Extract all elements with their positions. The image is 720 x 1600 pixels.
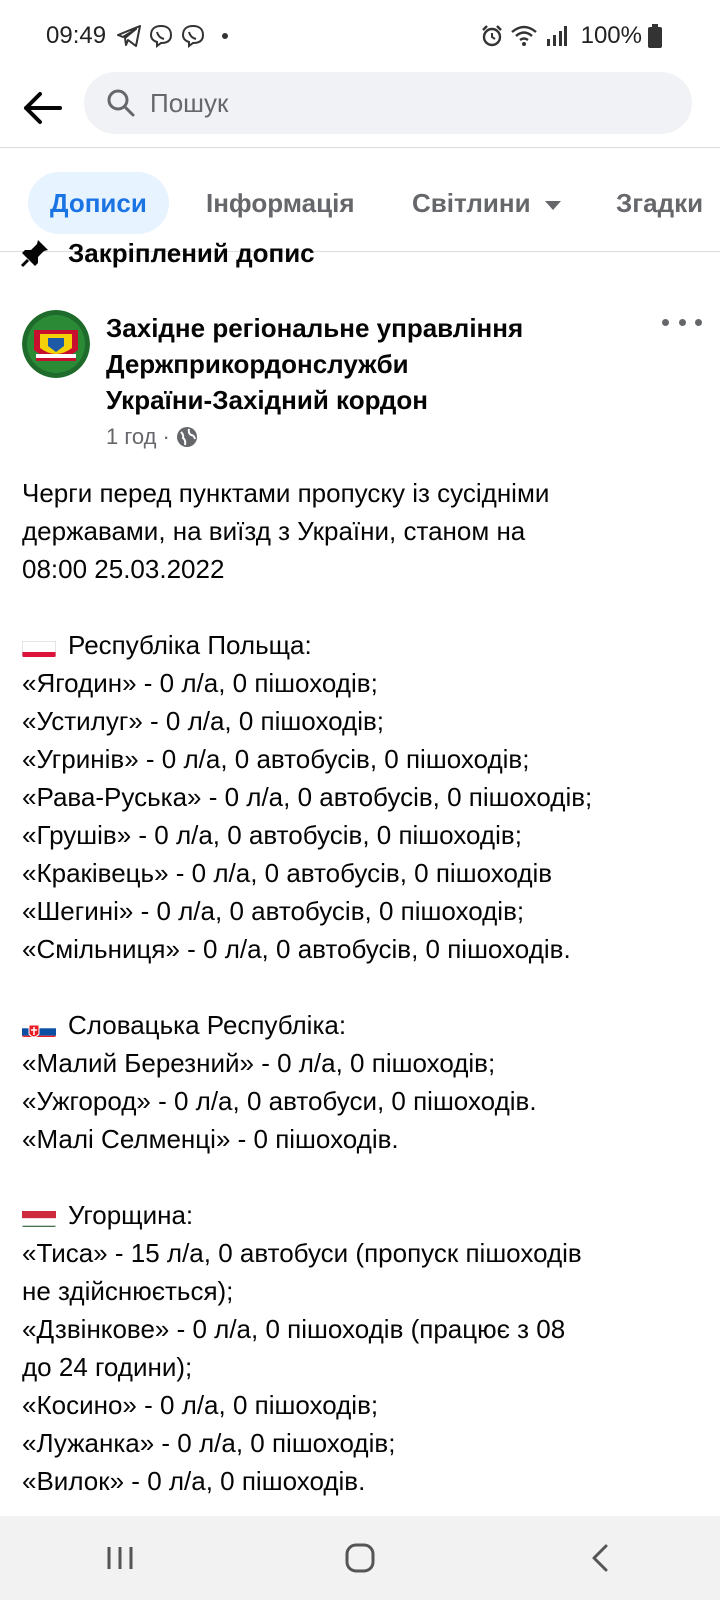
author-line: Держприкордонслужби <box>106 349 409 379</box>
crossing-line: «Тиса» - 15 л/а, 0 автобуси (пропуск пішоходів <box>22 1238 582 1268</box>
crossing-line: «Краківець» - 0 л/а, 0 автобусів, 0 пішоходів <box>22 858 553 888</box>
home-button[interactable] <box>330 1528 390 1588</box>
tab-mentions[interactable] <box>616 172 703 234</box>
crossing-line: «Ягодин» - 0 л/а, 0 пішоходів; <box>22 668 378 698</box>
tab-info[interactable] <box>206 172 354 234</box>
crossing-line: «Шегині» - 0 л/а, 0 автобусів, 0 пішоходів; <box>22 896 525 926</box>
alarm-icon <box>479 23 505 49</box>
crossing-line: «Лужанка» - 0 л/а, 0 пішоходів; <box>22 1428 396 1458</box>
tab-photos[interactable] <box>412 172 561 234</box>
crossing-line: до 24 години); <box>22 1352 193 1382</box>
tab-label: Згадки <box>616 188 704 218</box>
pinned-post-label <box>20 238 315 268</box>
page-tabs <box>0 152 720 252</box>
hungary-flag-icon <box>22 1205 56 1227</box>
crossing-line: «Малий Березний» - 0 л/а, 0 пішоходів; <box>22 1048 496 1078</box>
author-line: Західне регіональне управління <box>106 313 524 343</box>
wifi-icon <box>511 23 537 49</box>
section-heading <box>22 626 702 664</box>
page-avatar[interactable] <box>22 310 90 378</box>
system-nav-bar <box>0 1516 720 1600</box>
battery-percent: 100% <box>580 22 642 49</box>
recent-apps-button[interactable] <box>90 1528 150 1588</box>
post-text-line: державами, на виїзд з України, станом на <box>22 516 526 546</box>
more-dots-icon <box>662 319 669 326</box>
system-back-button[interactable] <box>570 1528 630 1588</box>
viber-icon <box>180 23 206 49</box>
slovakia-flag-icon <box>22 1015 56 1037</box>
more-dots-icon <box>695 319 702 326</box>
crossing-line: «Устилуг» - 0 л/а, 0 пішоходів; <box>22 706 385 736</box>
back-button[interactable] <box>18 84 66 132</box>
telegram-icon <box>116 23 142 49</box>
crossing-line: «Косино» - 0 л/а, 0 пішоходів; <box>22 1390 379 1420</box>
post-author[interactable] <box>106 310 626 418</box>
heading-text: Словацька Республіка: <box>68 1010 347 1040</box>
crossing-line: «Грушів» - 0 л/а, 0 автобусів, 0 пішоходів; <box>22 820 522 850</box>
search-icon <box>106 88 136 118</box>
battery-icon <box>642 23 668 49</box>
tab-posts[interactable] <box>28 172 169 234</box>
search-input[interactable] <box>148 87 672 120</box>
more-dots-icon <box>679 319 686 326</box>
tab-label: Дописи <box>50 188 147 218</box>
crossing-line: «Ужгород» - 0 л/а, 0 автобуси, 0 пішоходів. <box>22 1086 537 1116</box>
section-heading <box>22 1006 702 1044</box>
crossing-line: «Смільниця» - 0 л/а, 0 автобусів, 0 пішоходів. <box>22 934 571 964</box>
border-guard-emblem-icon <box>22 310 90 378</box>
post-meta <box>106 424 198 450</box>
meta-separator: · <box>162 424 170 449</box>
caret-down-icon <box>545 201 561 210</box>
search-box[interactable] <box>84 72 692 134</box>
section-heading <box>22 1196 702 1234</box>
chevron-left-icon <box>590 1543 610 1573</box>
status-time: 09:49 <box>46 22 107 49</box>
post-time[interactable]: 1 год <box>106 424 157 449</box>
crossing-line: «Рава-Руська» - 0 л/а, 0 автобусів, 0 пішоходів; <box>22 782 593 812</box>
globe-icon <box>176 426 198 448</box>
tab-label: Світлини <box>412 188 531 218</box>
pin-icon <box>20 238 50 268</box>
arrow-left-icon <box>22 91 62 125</box>
poland-flag-icon <box>22 635 56 657</box>
crossing-line: не здійснюється); <box>22 1276 234 1306</box>
crossing-line: «Дзвінкове» - 0 л/а, 0 пішоходів (працює з 08 <box>22 1314 566 1344</box>
top-bar <box>0 72 720 148</box>
more-options-button[interactable] <box>662 310 702 334</box>
home-icon <box>345 1543 375 1573</box>
post-body <box>22 474 702 1500</box>
status-bar <box>0 0 720 72</box>
notification-dot-icon <box>222 33 228 39</box>
viber-icon <box>148 23 174 49</box>
post-text-line: 08:00 25.03.2022 <box>22 554 225 584</box>
author-line: України-Західний кордон <box>106 385 428 415</box>
crossing-line: «Малі Селменці» - 0 пішоходів. <box>22 1124 399 1154</box>
crossing-line: «Вилок» - 0 л/а, 0 пішоходів. <box>22 1466 366 1496</box>
crossing-line: «Угринів» - 0 л/а, 0 автобусів, 0 пішоходів; <box>22 744 530 774</box>
heading-text: Угорщина: <box>68 1200 194 1230</box>
signal-icon <box>543 23 569 49</box>
recent-apps-icon <box>105 1545 135 1571</box>
pinned-label-text: Закріплений допис <box>68 238 315 268</box>
heading-text: Республіка Польща: <box>68 630 312 660</box>
post-text-line: Черги перед пунктами пропуску із сусідніми <box>22 478 550 508</box>
tab-label: Інформація <box>206 188 355 218</box>
